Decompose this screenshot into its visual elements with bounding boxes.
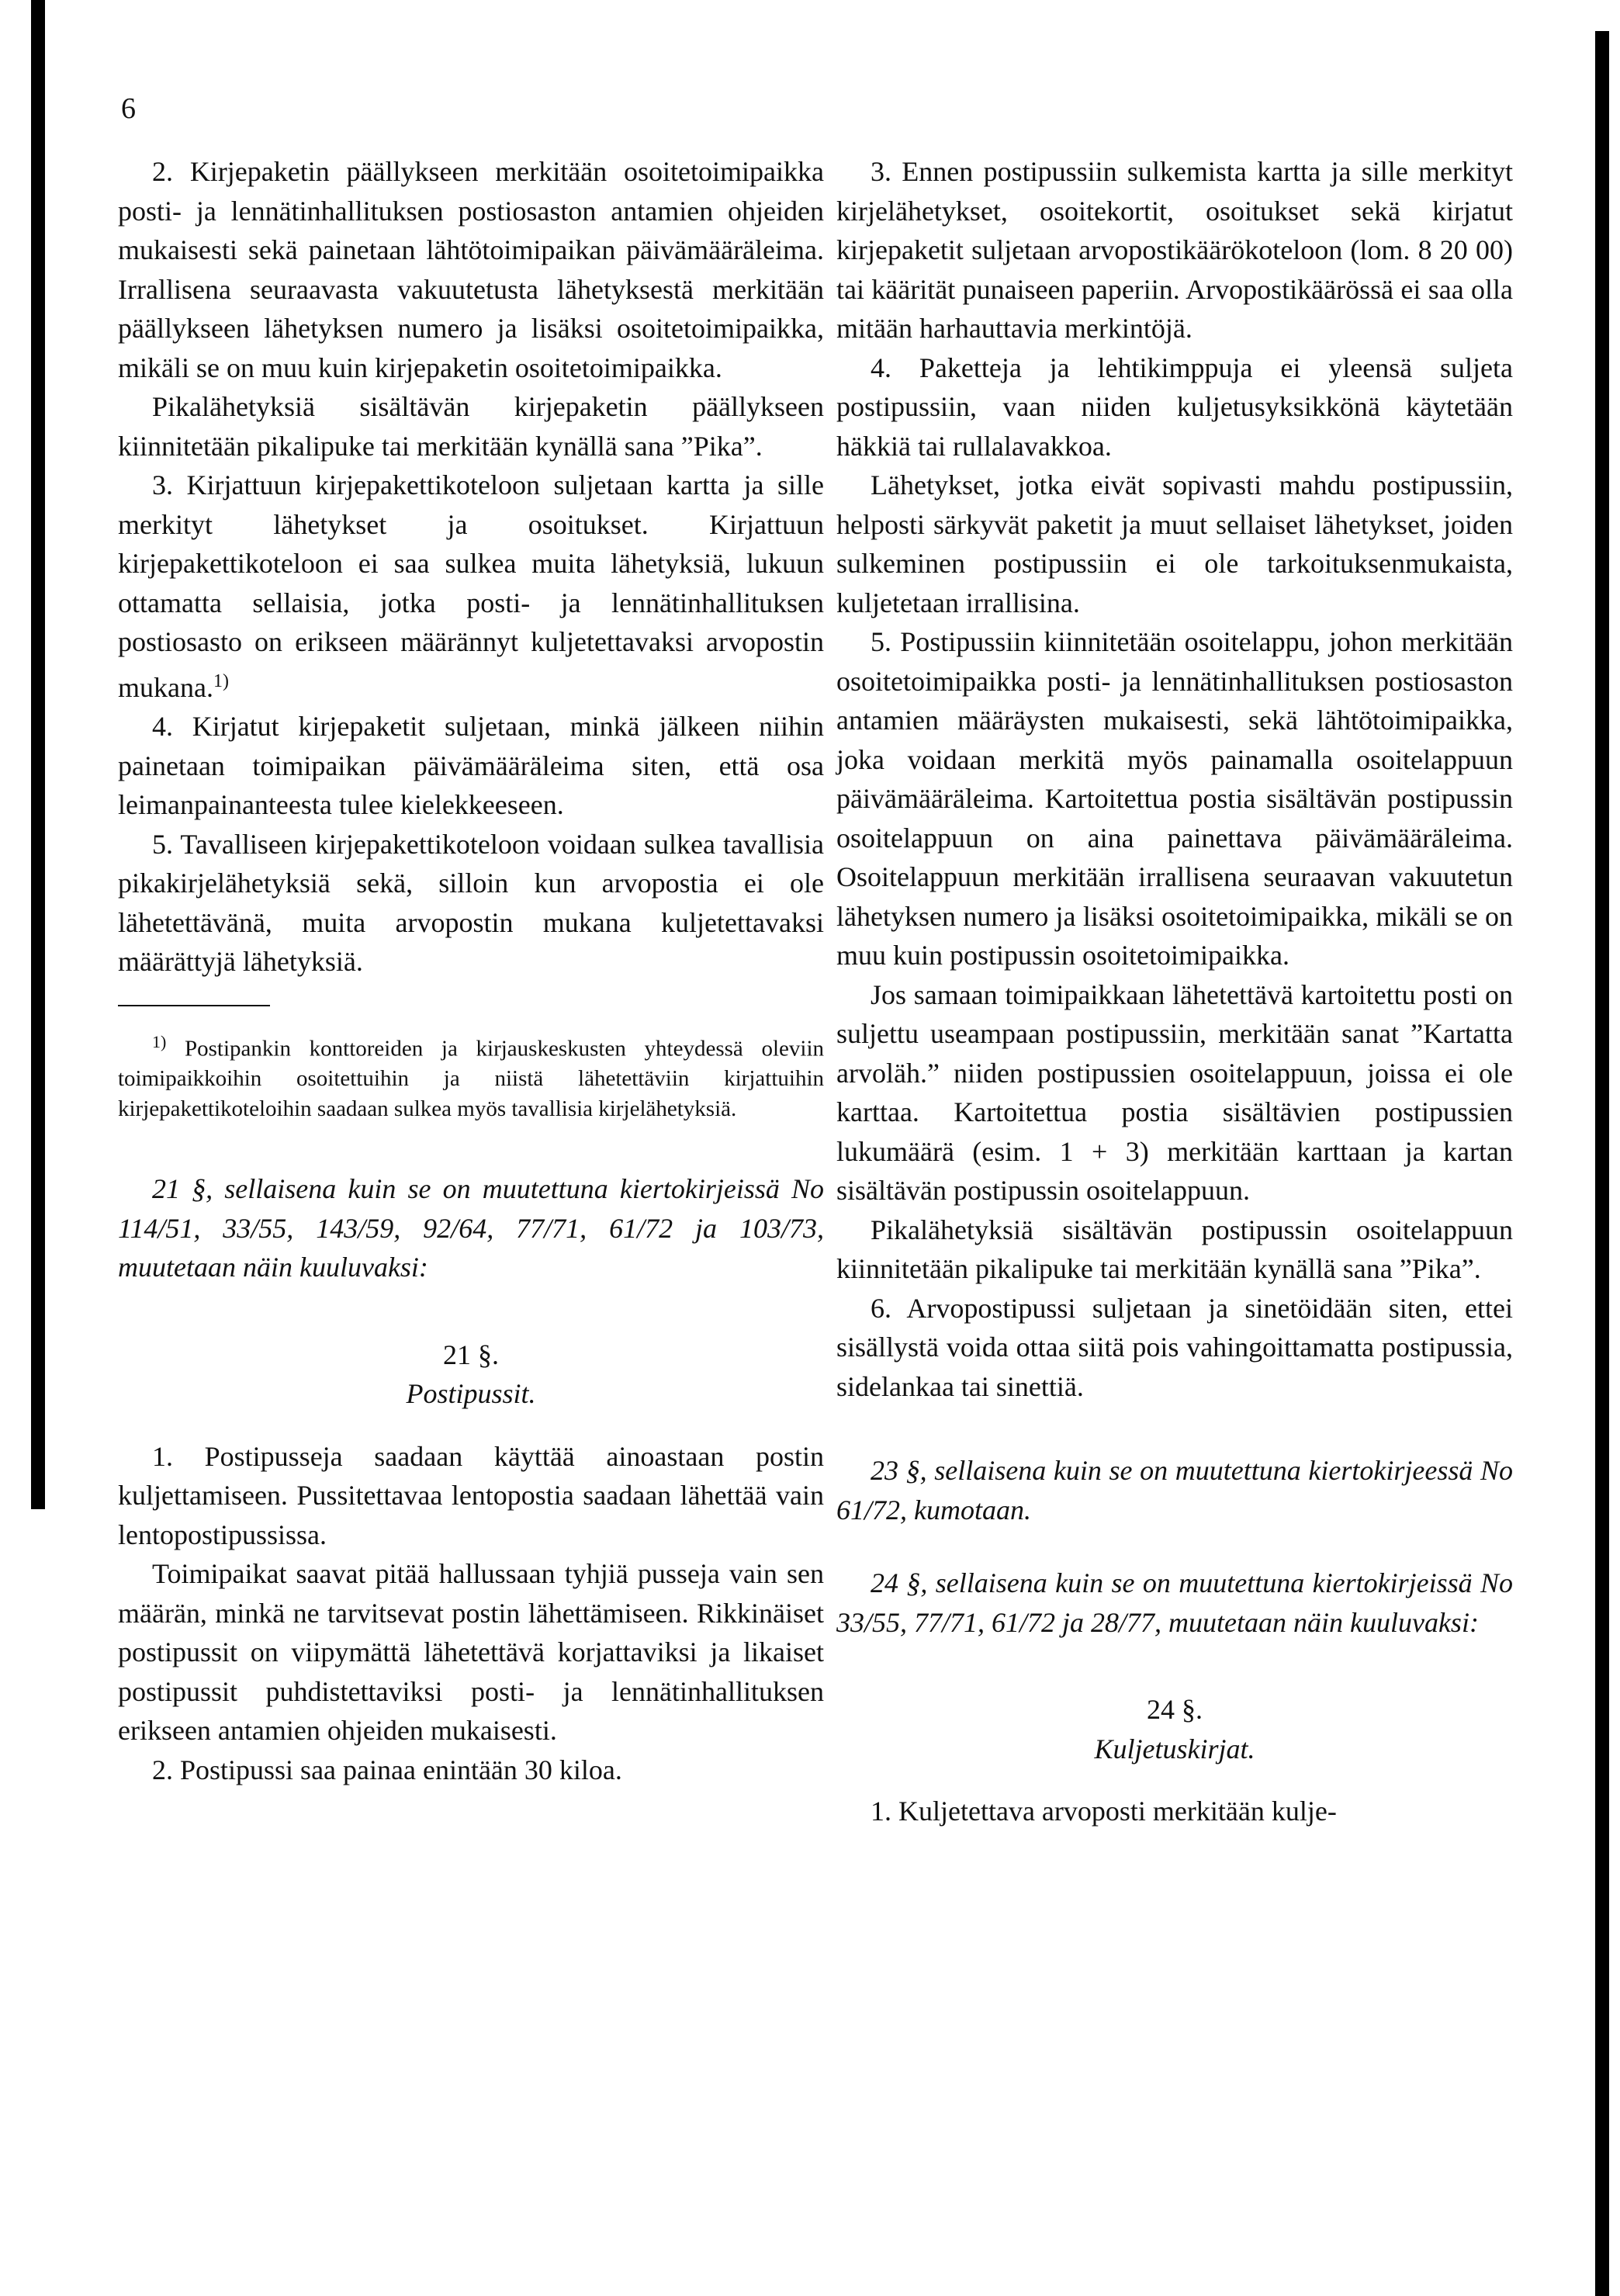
paragraph: Jos samaan toimipaikkaan lähetettävä kartoitettu posti on suljettu useampaan postipussiin, merkitään sanat ”Kartatta arvoläh.” niiden postipussien osoitelappuun, joissa ei ole karttaa. Kartoitettua postia sisältävien postipussien lukumäärä (esim. 1 + 3) merkitään karttaan ja kartan sisältävän postipussin osoitelappuun. [836,978,1513,1206]
paragraph: Toimipaikat saavat pitää hallussaan tyhjiä pusseja vain sen määrän, minkä ne tarvitsevat postin lähettämiseen. Rikkinäiset postipussit on viipymättä lähetettävä korjattaviksi ja likaiset postipussit puhdistettaviksi posti- ja lennätinhallituksen erikseen antamien ohjeiden mukaisesti. [118,1558,824,1747]
paragraph: Lähetykset, jotka eivät sopivasti mahdu postipussiin, helposti särkyvät paketit ja muut sellaiset lähetykset, joiden sulkeminen postipussiin ei ole tarkoituksenmukaista, kuljetetaan irrallisina. [836,469,1513,618]
footnote-divider [118,1005,270,1006]
footnote-reference: 1) [213,670,229,691]
amendment-note: 23 §, sellaisena kuin se on muutettuna kiertokirjeessä No 61/72, kumotaan. [836,1455,1513,1525]
section-number: 21 §. [443,1338,499,1370]
amendment-note: 21 §, sellaisena kuin se on muutettuna kiertokirjeissä No 114/51, 33/55, 143/59, 92/64, 77/71, 61/72 ja 103/73, muutetaan näin kuuluvaksi: [118,1173,824,1283]
paragraph: 2. Kirjepaketin päällykseen merkitään osoitetoimipaikka posti- ja lennätinhallituksen postiosaston antamien ohjeiden mukaisesti sekä painetaan lähtötoimipaikan päivämääräleima. Irrallisena seuraavasta vakuutetusta lähetyksestä merkitään päällykseen lähetyksen numero ja lisäksi osoitetoimipaikka, mikäli se on muu kuin kirjepaketin osoitetoimipaikka. [118,156,824,383]
paragraph-text: 3. Kirjattuun kirjepakettikoteloon suljetaan kartta ja sille merkityt lähetykset ja osoitukset. Kirjattuun kirjepakettikoteloon ei saa sulkea muita lähetyksiä, lukuun ottamatta sellaisia, jotka posti- ja lennätinhallituksen postiosasto on erikseen määrännyt kuljetettavaksi arvopostin mukana. [118,469,824,703]
footnote-mark: 1) [152,1031,167,1051]
paragraph: 4. Kirjatut kirjepaketit suljetaan, minkä jälkeen niihin painetaan toimipaikan päivämääräleima siten, että osa leimanpainanteesta tulee kielekkeeseen. [118,711,824,820]
right-column [836,152,1513,1831]
paragraph: 1. Postipusseja saadaan käyttää ainoastaan postin kuljettamiseen. Pussitettavaa lentopostia saadaan lähettää vain lentopostipussissa. [118,1440,824,1550]
paragraph: 4. Paketteja ja lehtikimppuja ei yleensä suljeta postipussiin, vaan niiden kuljetusyksikkönä käytetään häkkiä tai rullalavakkoa. [836,351,1513,462]
scan-edge-right [1595,31,1609,2296]
section-number: 24 §. [1147,1694,1203,1725]
paragraph: 6. Arvopostipussi suljetaan ja sinetöidään siten, ettei sisällystä voida ottaa siitä pois vahingoittamatta postipussia, sidelankaa tai sinettiä. [836,1292,1513,1402]
section-title: Kuljetuskirjat. [1094,1733,1255,1764]
footnote-text: Postipankin konttoreiden ja kirjauskeskusten yhteydessä oleviin toimipaikkoihin osoitettuihin ja niistä lähetettäviin kirjattuihin kirjepakettikoteloihin saadaan sulkea myös tavallisia kirjelähetyksiä. [118,1036,824,1122]
scan-edge-left [31,0,45,1509]
paragraph: 2. Postipussi saa painaa enintään 30 kiloa. [152,1754,622,1785]
page-number: 6 [121,92,136,125]
paragraph: 1. Kuljetettava arvoposti merkitään kulje- [871,1796,1337,1827]
paragraph [118,466,824,707]
footnote [118,1027,824,1125]
amendment-note: 24 §, sellaisena kuin se on muutettuna kiertokirjeissä No 33/55, 77/71, 61/72 ja 28/77, muutetaan näin kuuluvaksi: [836,1567,1513,1638]
paragraph: 5. Tavalliseen kirjepakettikoteloon voidaan sulkea tavallisia pikakirjelähetyksiä sekä, silloin kun arvopostia ei ole lähetettävänä, muita arvopostin mukana kuljetettavaksi määrättyjä lähetyksiä. [118,828,824,977]
section-title: Postipussit. [406,1378,536,1410]
left-column [118,152,824,1789]
paragraph: Pikalähetyksiä sisältävän kirjepaketin päällykseen kiinnitetään pikalipuke tai merkitään kynällä sana ”Pika”. [118,391,824,462]
paragraph: 3. Ennen postipussiin sulkemista kartta ja sille merkityt kirjelähetykset, osoitekortit, osoitukset sekä kirjatut kirjepaketit suljetaan arvopostikäärökoteloon (lom. 8 20 00) tai käärität punaiseen paperiin. Arvopostikäärössä ei saa olla mitään harhauttavia merkintöjä. [836,156,1513,344]
paragraph: Pikalähetyksiä sisältävän postipussin osoitelappuun kiinnitetään pikalipuke tai merkitään kynällä sana ”Pika”. [836,1214,1513,1284]
paragraph: 5. Postipussiin kiinnitetään osoitelappu, johon merkitään osoitetoimipaikka posti- ja lennätinhallituksen postiosaston antamien määräysten mukaisesti, sekä lähtötoimipaikka, joka voidaan merkitä myös painamalla osoitelappuun päivämääräleima. Kartoitettua postia sisältävän postipussin osoitelappuun on aina painettava päivämääräleima. Osoitelappuun merkitään irrallisena seuraavan vakuutetun lähetyksen numero ja lisäksi osoitetoimipaikka, mikäli se on muu kuin postipussin osoitetoimipaikka. [836,626,1513,971]
